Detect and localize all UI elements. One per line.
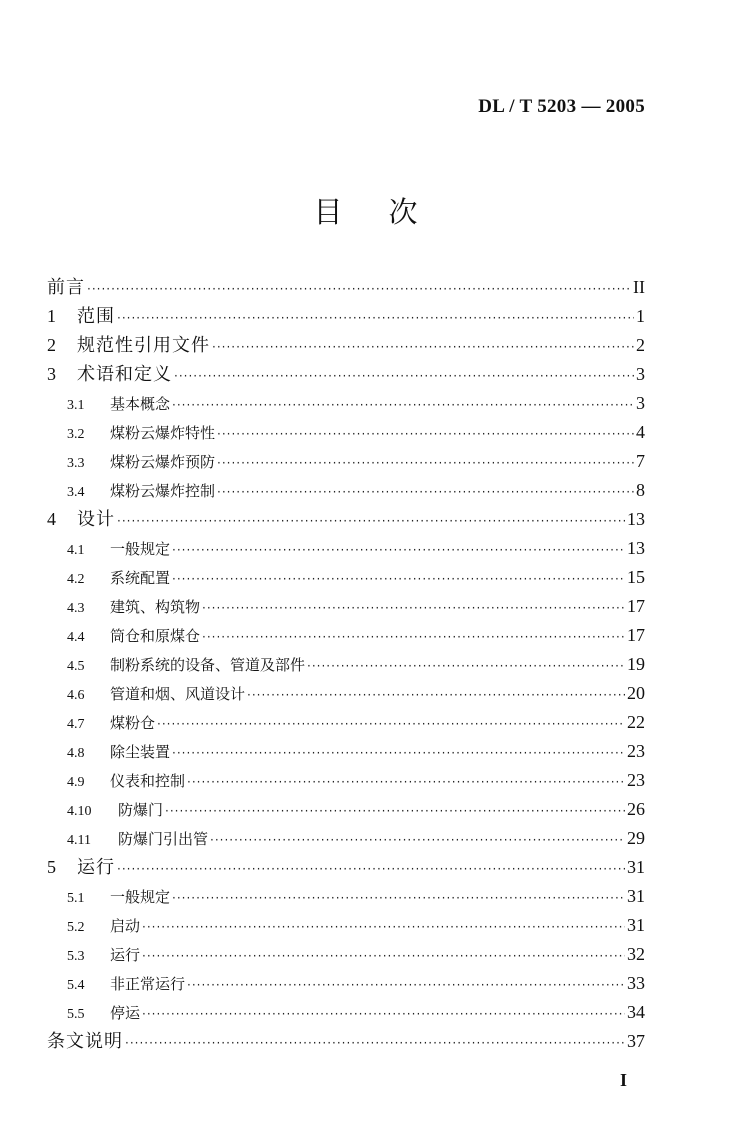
toc-entry[interactable] xyxy=(47,824,645,853)
toc-entry-number: 4.11 xyxy=(67,833,91,848)
toc-entry[interactable] xyxy=(47,650,645,679)
page-number: I xyxy=(619,1070,627,1090)
toc-entry-page: 26 xyxy=(627,799,645,819)
dot-leader xyxy=(142,1000,625,1029)
toc-entry-number: 4.1 xyxy=(67,543,85,558)
toc-entry-number: 4.8 xyxy=(67,746,85,761)
dot-leader xyxy=(217,420,634,449)
dot-leader xyxy=(172,739,625,768)
toc-title: 目次 xyxy=(313,195,464,229)
table-of-contents xyxy=(47,273,645,1056)
dot-leader xyxy=(142,942,625,971)
toc-entry-label: 一般规定 xyxy=(110,540,171,558)
toc-entry-label: 设计 xyxy=(77,509,115,530)
toc-entry[interactable] xyxy=(47,273,645,302)
toc-entry-label: 前言 xyxy=(47,277,85,298)
dot-leader xyxy=(187,971,625,1000)
toc-entry-page: 23 xyxy=(627,770,645,790)
toc-entry-label: 除尘装置 xyxy=(110,743,171,761)
toc-entry[interactable] xyxy=(47,505,645,534)
toc-entry[interactable] xyxy=(47,418,645,447)
toc-entry-page: 31 xyxy=(627,886,645,906)
toc-entry-label: 仪表和控制 xyxy=(110,772,186,790)
toc-entry[interactable] xyxy=(47,447,645,476)
toc-entry-number: 4.7 xyxy=(67,717,85,732)
toc-entry-number: 4.10 xyxy=(67,804,92,819)
toc-entry-label: 运行 xyxy=(110,946,141,964)
toc-entry-page: 3 xyxy=(636,364,645,384)
toc-entry-label: 系统配置 xyxy=(110,569,171,587)
toc-entry-number: 4 xyxy=(47,509,56,529)
dot-leader xyxy=(217,449,634,478)
toc-entry[interactable] xyxy=(47,998,645,1027)
toc-entry[interactable] xyxy=(47,911,645,940)
toc-entry-page: 4 xyxy=(636,422,645,442)
toc-entry-label: 范围 xyxy=(77,306,115,327)
toc-entry-page: 13 xyxy=(627,509,645,529)
toc-entry-number: 5.2 xyxy=(67,920,85,935)
toc-entry-label: 停运 xyxy=(110,1004,141,1022)
toc-entry-page: 19 xyxy=(627,654,645,674)
toc-entry-number: 4.2 xyxy=(67,572,85,587)
toc-entry-page: 2 xyxy=(636,335,645,355)
toc-entry-page: 15 xyxy=(627,567,645,587)
toc-entry-number: 4.6 xyxy=(67,688,85,703)
dot-leader xyxy=(87,275,631,304)
toc-entry-page: 33 xyxy=(627,973,645,993)
toc-entry-number: 3.4 xyxy=(67,485,85,500)
dot-leader xyxy=(172,536,625,565)
toc-entry-number: 3.3 xyxy=(67,456,85,471)
toc-entry[interactable] xyxy=(47,795,645,824)
dot-leader xyxy=(174,362,634,391)
toc-entry-number: 1 xyxy=(47,306,56,326)
toc-entry-label: 运行 xyxy=(77,857,115,878)
toc-entry[interactable] xyxy=(47,1027,645,1056)
toc-entry[interactable] xyxy=(47,534,645,563)
toc-entry[interactable] xyxy=(47,969,645,998)
toc-entry-label: 基本概念 xyxy=(110,395,171,413)
toc-entry-number: 3 xyxy=(47,364,56,384)
toc-entry-page: 31 xyxy=(627,857,645,877)
toc-entry-page: 17 xyxy=(627,625,645,645)
toc-entry-label: 防爆门 xyxy=(118,801,164,819)
toc-entry-label: 规范性引用文件 xyxy=(77,335,210,356)
toc-entry-label: 筒仓和原煤仓 xyxy=(110,627,201,645)
toc-entry-number: 2 xyxy=(47,335,56,355)
dot-leader xyxy=(210,826,625,855)
toc-entry-page: 23 xyxy=(627,741,645,761)
toc-entry-page: 7 xyxy=(636,451,645,471)
toc-entry-number: 5.1 xyxy=(67,891,85,906)
dot-leader xyxy=(202,623,625,652)
dot-leader xyxy=(117,304,634,333)
toc-entry-page: 13 xyxy=(627,538,645,558)
toc-entry[interactable] xyxy=(47,563,645,592)
toc-entry-number: 4.5 xyxy=(67,659,85,674)
toc-entry-number: 5.4 xyxy=(67,978,85,993)
toc-entry[interactable] xyxy=(47,621,645,650)
toc-entry[interactable] xyxy=(47,679,645,708)
dot-leader xyxy=(117,855,625,884)
toc-entry-label: 建筑、构筑物 xyxy=(110,598,201,616)
dot-leader xyxy=(172,391,634,420)
toc-entry-page: 31 xyxy=(627,915,645,935)
dot-leader xyxy=(202,594,625,623)
toc-entry-page: 1 xyxy=(636,306,645,326)
dot-leader xyxy=(187,768,625,797)
toc-entry-number: 3.1 xyxy=(67,398,85,413)
toc-entry-label: 管道和烟、风道设计 xyxy=(110,685,246,703)
toc-entry[interactable] xyxy=(47,302,645,331)
toc-entry-label: 煤粉云爆炸预防 xyxy=(110,453,216,471)
toc-entry-label: 煤粉仓 xyxy=(110,714,156,732)
dot-leader xyxy=(142,913,625,942)
toc-entry[interactable] xyxy=(47,882,645,911)
toc-entry-label: 煤粉云爆炸特性 xyxy=(110,424,216,442)
toc-entry-page: 22 xyxy=(627,712,645,732)
toc-entry-label: 条文说明 xyxy=(47,1031,123,1052)
dot-leader xyxy=(172,565,625,594)
dot-leader xyxy=(117,507,625,536)
toc-entry-number: 4.3 xyxy=(67,601,85,616)
toc-entry-page: 29 xyxy=(627,828,645,848)
toc-entry[interactable] xyxy=(47,331,645,360)
dot-leader xyxy=(172,884,625,913)
dot-leader xyxy=(157,710,625,739)
toc-entry-page: 17 xyxy=(627,596,645,616)
toc-entry-label: 一般规定 xyxy=(110,888,171,906)
toc-entry[interactable] xyxy=(47,853,645,882)
dot-leader xyxy=(307,652,625,681)
toc-entry-page: 32 xyxy=(627,944,645,964)
toc-entry-page: 34 xyxy=(627,1002,645,1022)
toc-entry[interactable] xyxy=(47,389,645,418)
toc-entry[interactable] xyxy=(47,360,645,389)
toc-entry[interactable] xyxy=(47,766,645,795)
toc-entry[interactable] xyxy=(47,737,645,766)
dot-leader xyxy=(247,681,625,710)
toc-entry-page: 3 xyxy=(636,393,645,413)
toc-entry-page: 20 xyxy=(627,683,645,703)
toc-entry-number: 4.9 xyxy=(67,775,85,790)
dot-leader xyxy=(165,797,625,826)
dot-leader xyxy=(217,478,634,507)
toc-entry-number: 5.3 xyxy=(67,949,85,964)
toc-entry-number: 5.5 xyxy=(67,1007,85,1022)
toc-entry-label: 煤粉云爆炸控制 xyxy=(110,482,216,500)
toc-entry-label: 防爆门引出管 xyxy=(118,830,209,848)
toc-entry[interactable] xyxy=(47,476,645,505)
toc-entry-number: 5 xyxy=(47,857,56,877)
toc-entry-page: II xyxy=(633,277,645,297)
document-code: DL / T 5203 — 2005 xyxy=(478,96,645,117)
dot-leader xyxy=(212,333,634,362)
toc-entry-page: 8 xyxy=(636,480,645,500)
toc-entry[interactable] xyxy=(47,940,645,969)
toc-entry-number: 4.4 xyxy=(67,630,85,645)
toc-entry-label: 制粉系统的设备、管道及部件 xyxy=(110,656,306,674)
dot-leader xyxy=(125,1029,625,1058)
toc-entry-label: 非正常运行 xyxy=(110,975,186,993)
toc-entry-label: 术语和定义 xyxy=(77,364,172,385)
toc-entry-number: 3.2 xyxy=(67,427,85,442)
toc-entry-label: 启动 xyxy=(110,917,141,935)
toc-entry[interactable] xyxy=(47,708,645,737)
toc-entry[interactable] xyxy=(47,592,645,621)
toc-entry-page: 37 xyxy=(627,1031,645,1051)
